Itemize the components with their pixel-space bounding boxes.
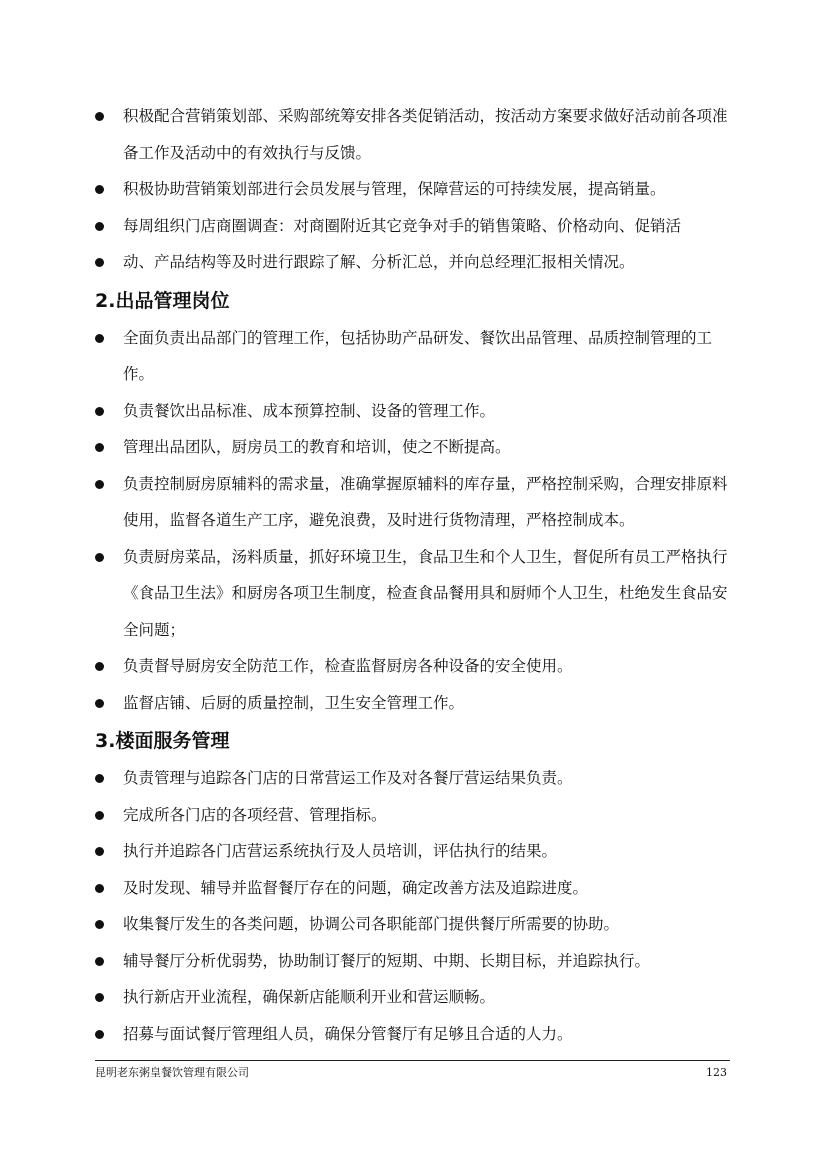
list-item: [95, 171, 730, 208]
list-item: [95, 244, 730, 281]
list-item-text: 动、产品结构等及时进行跟踪了解、分析汇总，并向总经理汇报相关情况。: [123, 253, 635, 271]
list-item: [95, 648, 730, 685]
page-number: 123: [706, 1066, 727, 1079]
list-item: [95, 98, 730, 171]
list-item-text: 负责控制厨房原辅料的需求量，准确掌握原辅料的库存量，严格控制采购，合理安排原料使用，监督各道生产工序，避免浪费，及时进行货物清理，严格控制成本。: [123, 474, 728, 529]
list-item-text: 管理出品团队，厨房员工的教育和培训，使之不断提高。: [123, 438, 511, 456]
bullet-dot-icon: [95, 1030, 104, 1039]
list-item: [95, 539, 730, 649]
list-item: [95, 870, 730, 907]
section2-list: [95, 320, 730, 722]
footer-company: 昆明老东粥皇餐饮管理有限公司: [95, 1066, 249, 1079]
bullet-dot-icon: [95, 222, 104, 231]
bullet-dot-icon: [95, 811, 104, 820]
bullet-dot-icon: [95, 334, 104, 343]
list-item-text: 负责督导厨房安全防范工作，检查监督厨房各种设备的安全使用。: [123, 657, 573, 675]
list-item-text: 全面负责出品部门的管理工作，包括协助产品研发、餐饮出品管理、品质控制管理的工作。: [123, 328, 713, 383]
list-item: [95, 833, 730, 870]
list-item-text: 积极配合营销策划部、采购部统筹安排各类促销活动，按活动方案要求做好活动前各项准备工作及活动中的有效执行与反馈。: [123, 107, 728, 162]
bullet-dot-icon: [95, 185, 104, 194]
list-item: [95, 906, 730, 943]
list-item-text: 招募与面试餐厅管理组人员，确保分管餐厅有足够且合适的人力。: [123, 1024, 573, 1043]
bullet-dot-icon: [95, 553, 104, 562]
section3-list: [95, 760, 730, 1052]
list-item: [95, 429, 730, 466]
list-item: [95, 797, 730, 834]
list-item: [95, 760, 730, 797]
bullet-dot-icon: [95, 884, 104, 893]
bullet-dot-icon: [95, 957, 104, 966]
list-item: [95, 320, 730, 393]
list-item: [95, 943, 730, 980]
bullet-dot-icon: [95, 774, 104, 783]
list-item-text: 收集餐厅发生的各类问题，协调公司各职能部门提供餐厅所需要的协助。: [123, 915, 620, 933]
bullet-dot-icon: [95, 258, 104, 267]
list-item-text: 监督店铺、后厨的质量控制，卫生安全管理工作。: [123, 693, 465, 712]
list-item-text: 完成所各门店的各项经营、管理指标。: [123, 805, 387, 824]
list-item-text: 积极协助营销策划部进行会员发展与管理，保障营运的可持续发展，提高销量。: [123, 180, 666, 198]
list-item: [95, 685, 730, 722]
section1-list: [95, 98, 730, 281]
list-item-text: 负责餐饮出品标准、成本预算控制、设备的管理工作。: [123, 401, 496, 420]
list-item-text: 每周组织门店商圈调查：对商圈附近其它竞争对手的销售策略、价格动向、促销活: [123, 216, 682, 235]
list-item: [95, 979, 730, 1016]
list-item-text: 执行并追踪各门店营运系统执行及人员培训，评估执行的结果。: [123, 842, 558, 860]
bullet-dot-icon: [95, 699, 104, 708]
section2-heading: 2.出品管理岗位: [95, 289, 230, 312]
bullet-dot-icon: [95, 920, 104, 929]
bullet-dot-icon: [95, 407, 104, 416]
bullet-dot-icon: [95, 662, 104, 671]
page-content: [95, 98, 730, 1052]
bullet-dot-icon: [95, 847, 104, 856]
list-item: [95, 393, 730, 430]
list-item: [95, 1016, 730, 1053]
bullet-dot-icon: [95, 112, 104, 121]
list-item: [95, 208, 730, 245]
bullet-dot-icon: [95, 443, 104, 452]
list-item-text: 执行新店开业流程，确保新店能顺利开业和营运顺畅。: [123, 988, 496, 1006]
list-item-text: 负责管理与追踪各门店的日常营运工作及对各餐厅营运结果负责。: [123, 769, 573, 787]
list-item-text: 及时发现、辅导并监督餐厅存在的问题，确定改善方法及追踪进度。: [123, 878, 589, 897]
bullet-dot-icon: [95, 993, 104, 1002]
list-item-text: 负责厨房菜品，汤料质量，抓好环境卫生，食品卫生和个人卫生，督促所有员工严格执行《食品卫生法》和厨房各项卫生制度，检查食品餐用具和厨师个人卫生，杜绝发生食品安全问题；: [123, 547, 728, 639]
list-item: [95, 466, 730, 539]
bullet-dot-icon: [95, 480, 104, 489]
footer-divider: [95, 1060, 730, 1061]
list-item-text: 辅导餐厅分析优弱势，协助制订餐厅的短期、中期、长期目标，并追踪执行。: [123, 951, 651, 970]
section3-heading: 3.楼面服务管理: [95, 730, 230, 752]
